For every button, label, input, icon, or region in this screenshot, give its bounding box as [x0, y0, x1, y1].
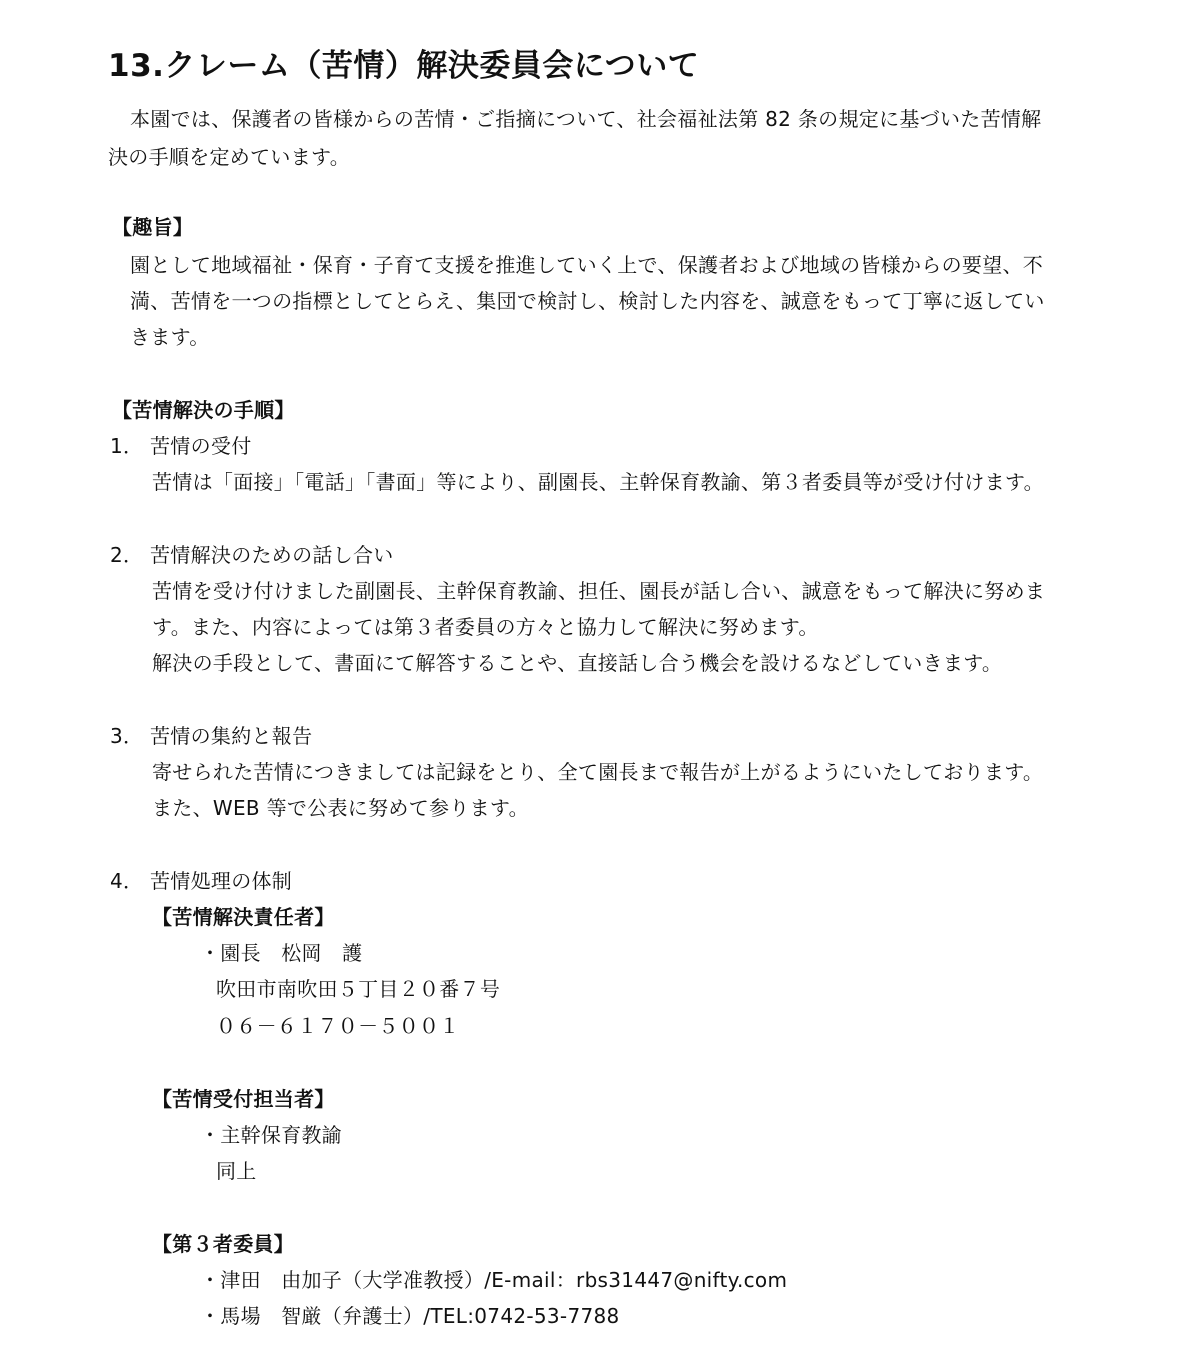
- step-2-line-3: 解決の手段として、書面にて解答することや、直接話し合う機会を設けるなどしていきます。: [152, 651, 1003, 675]
- purpose-heading: 【趣旨】: [112, 215, 194, 239]
- intro-line-1: 本園では、保護者の皆様からの苦情・ご指摘について、社会福祉法第 82 条の規定に基づいた苦情解: [130, 107, 1042, 131]
- responsible-phone: ０６－６１７０－５００１: [216, 1014, 460, 1038]
- step-3-title: [110, 724, 312, 748]
- step-2-line-1: 苦情を受け付けました副園長、主幹保育教諭、担任、園長が話し合い、誠意をもって解決に努めま: [152, 579, 1046, 603]
- step-number: 3．: [110, 724, 144, 748]
- step-4-title: [110, 869, 292, 893]
- third-party-member-1: ・津田 由加子（大学准教授）/E-mail：rbs31447@nifty.com: [200, 1268, 788, 1292]
- responsible-address: 吹田市南吹田５丁目２０番７号: [216, 977, 501, 1001]
- step-2-line-2: す。また、内容によっては第３者委員の方々と協力して解決に努めます。: [152, 615, 819, 639]
- step-3-line-2: また、WEB 等で公表に努めて参ります。: [152, 796, 529, 820]
- reception-role: ・主幹保育教諭: [200, 1123, 343, 1147]
- responsible-heading: 【苦情解決責任者】: [152, 905, 335, 929]
- step-2-title: [110, 543, 394, 567]
- step-title: 苦情処理の体制: [150, 869, 293, 893]
- step-number: 2．: [110, 543, 144, 567]
- page-title: 13.クレーム（苦情）解決委員会について: [108, 48, 700, 84]
- step-title: 苦情解決のための話し合い: [150, 543, 394, 567]
- step-title: 苦情の受付: [150, 434, 252, 458]
- step-3-line-1: 寄せられた苦情につきましては記録をとり、全て園長まで報告が上がるようにいたしております。: [152, 760, 1044, 784]
- purpose-line-3: きます。: [130, 325, 210, 349]
- third-party-member-2: ・馬場 智厳（弁護士）/TEL:0742-53-7788: [200, 1304, 620, 1328]
- purpose-line-1: 園として地域福祉・保育・子育て支援を推進していく上で、保護者および地域の皆様からの要望、不: [130, 253, 1044, 277]
- intro-line-2: 決の手順を定めています。: [108, 145, 350, 169]
- responsible-name: ・園長 松岡 護: [200, 941, 363, 965]
- step-1-title: [110, 434, 252, 458]
- step-1-line-1: 苦情は「面接」「電話」「書面」等により、副園長、主幹保育教諭、第３者委員等が受け付けます。: [152, 470, 1044, 494]
- step-title: 苦情の集約と報告: [150, 724, 313, 748]
- purpose-line-2: 満、苦情を一つの指標としてとらえ、集団で検討し、検討した内容を、誠意をもって丁寧に返してい: [130, 289, 1045, 313]
- step-number: 1．: [110, 434, 144, 458]
- step-number: 4．: [110, 869, 144, 893]
- third-party-heading: 【第３者委員】: [152, 1232, 295, 1256]
- reception-heading: 【苦情受付担当者】: [152, 1087, 335, 1111]
- procedure-heading: 【苦情解決の手順】: [112, 398, 295, 422]
- reception-note: 同上: [216, 1159, 257, 1183]
